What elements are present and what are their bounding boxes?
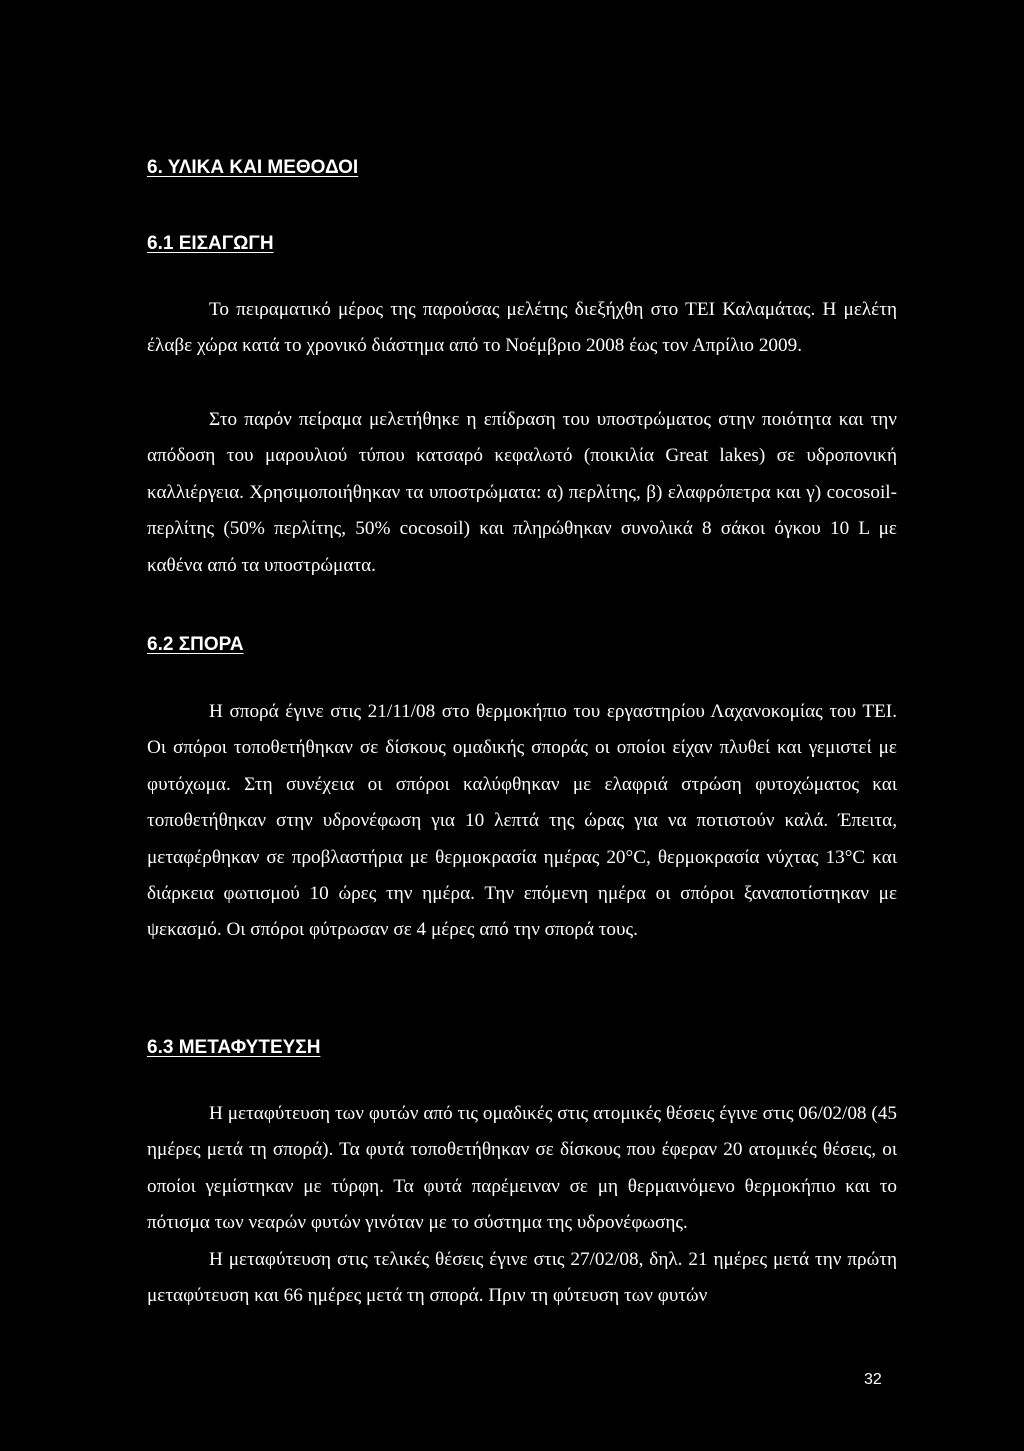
- transplanting-paragraph-1: Η μεταφύτευση των φυτών από τις ομαδικές στις ατομικές θέσεις έγινε στις 06/02/08 (45 ημέρες μετά τη σπορά). Τα φυτά τοποθετήθηκαν σε δίσκους που έφεραν 20 ατομικές θέσεις, οι οποίοι γεμίστηκαν με τύρφη. Τα φυτά παρέμειναν σε μη θερμαινόμενο θερμοκήπιο και το πότισμα των νεαρών φυτών γινόταν με το σύστημα της υδρονέφωσης.: [147, 1103, 897, 1234]
- introduction-paragraph-2: Στο παρόν πείραμα μελετήθηκε η επίδραση του υποστρώματος στην ποιότητα και την απόδοση του μαρουλιού τύπου κατσαρό κεφαλωτό (ποικιλία Great lakes) σε υδροπονική καλλιέργεια. Χρησιμοποιήθηκαν τα υποστρώματα: α) περλίτης, β) ελαφρόπετρα και γ) cocosoil-περλίτης (50% περλίτης, 50% cocosoil) και πληρώθηκαν συνολικά 8 σάκοι όγκου 10 L με καθένα από τα υποστρώματα.: [147, 409, 897, 576]
- chapter-heading: 6. ΥΛΙΚΑ ΚΑΙ ΜΕΘΟΔΟΙ: [147, 157, 359, 178]
- section-heading-introduction: 6.1 ΕΙΣΑΓΩΓΗ: [147, 233, 274, 254]
- section-heading-sowing: 6.2 ΣΠΟΡΑ: [147, 634, 244, 655]
- sowing-paragraph: Η σπορά έγινε στις 21/11/08 στο θερμοκήπιο του εργαστηρίου Λαχανοκομίας του ΤΕΙ. Οι σπόροι τοποθετήθηκαν σε δίσκους ομαδικής σποράς οι οποίοι είχαν πλυθεί και γεμιστεί με φυτόχωμα. Στη συνέχεια οι σπόροι καλύφθηκαν με ελαφριά στρώση φυτοχώματος και τοποθετήθηκαν στην υδρονέφωση για 10 λεπτά της ώρας για να ποτιστούν καλά. Έπειτα, μεταφέρθηκαν σε προβλαστήρια με θερμοκρασία ημέρας 20°C, θερμοκρασία νύχτας 13°C και διάρκεια φωτισμού 10 ώρες την ημέρα. Την επόμενη ημέρα οι σπόροι ξαναποτίστηκαν με ψεκασμό. Οι σπόροι φύτρωσαν σε 4 μέρες από την σπορά τους.: [147, 701, 897, 941]
- section-heading-transplanting: 6.3 ΜΕΤΑΦΥΤΕΥΣΗ: [147, 1037, 321, 1058]
- introduction-paragraph-1: Το πειραματικό μέρος της παρούσας μελέτης διεξήχθη στο ΤΕΙ Καλαμάτας. Η μελέτη έλαβε χώρα κατά το χρονικό διάστημα από το Νοέμβριο 2008 έως τον Απρίλιο 2009.: [147, 299, 897, 357]
- transplanting-paragraph-2: Η μεταφύτευση στις τελικές θέσεις έγινε στις 27/02/08, δηλ. 21 ημέρες μετά την πρώτη μεταφύτευση και 66 ημέρες μετά τη σπορά. Πριν τη φύτευση των φυτών: [147, 1249, 897, 1307]
- page-number: 32: [864, 1371, 882, 1388]
